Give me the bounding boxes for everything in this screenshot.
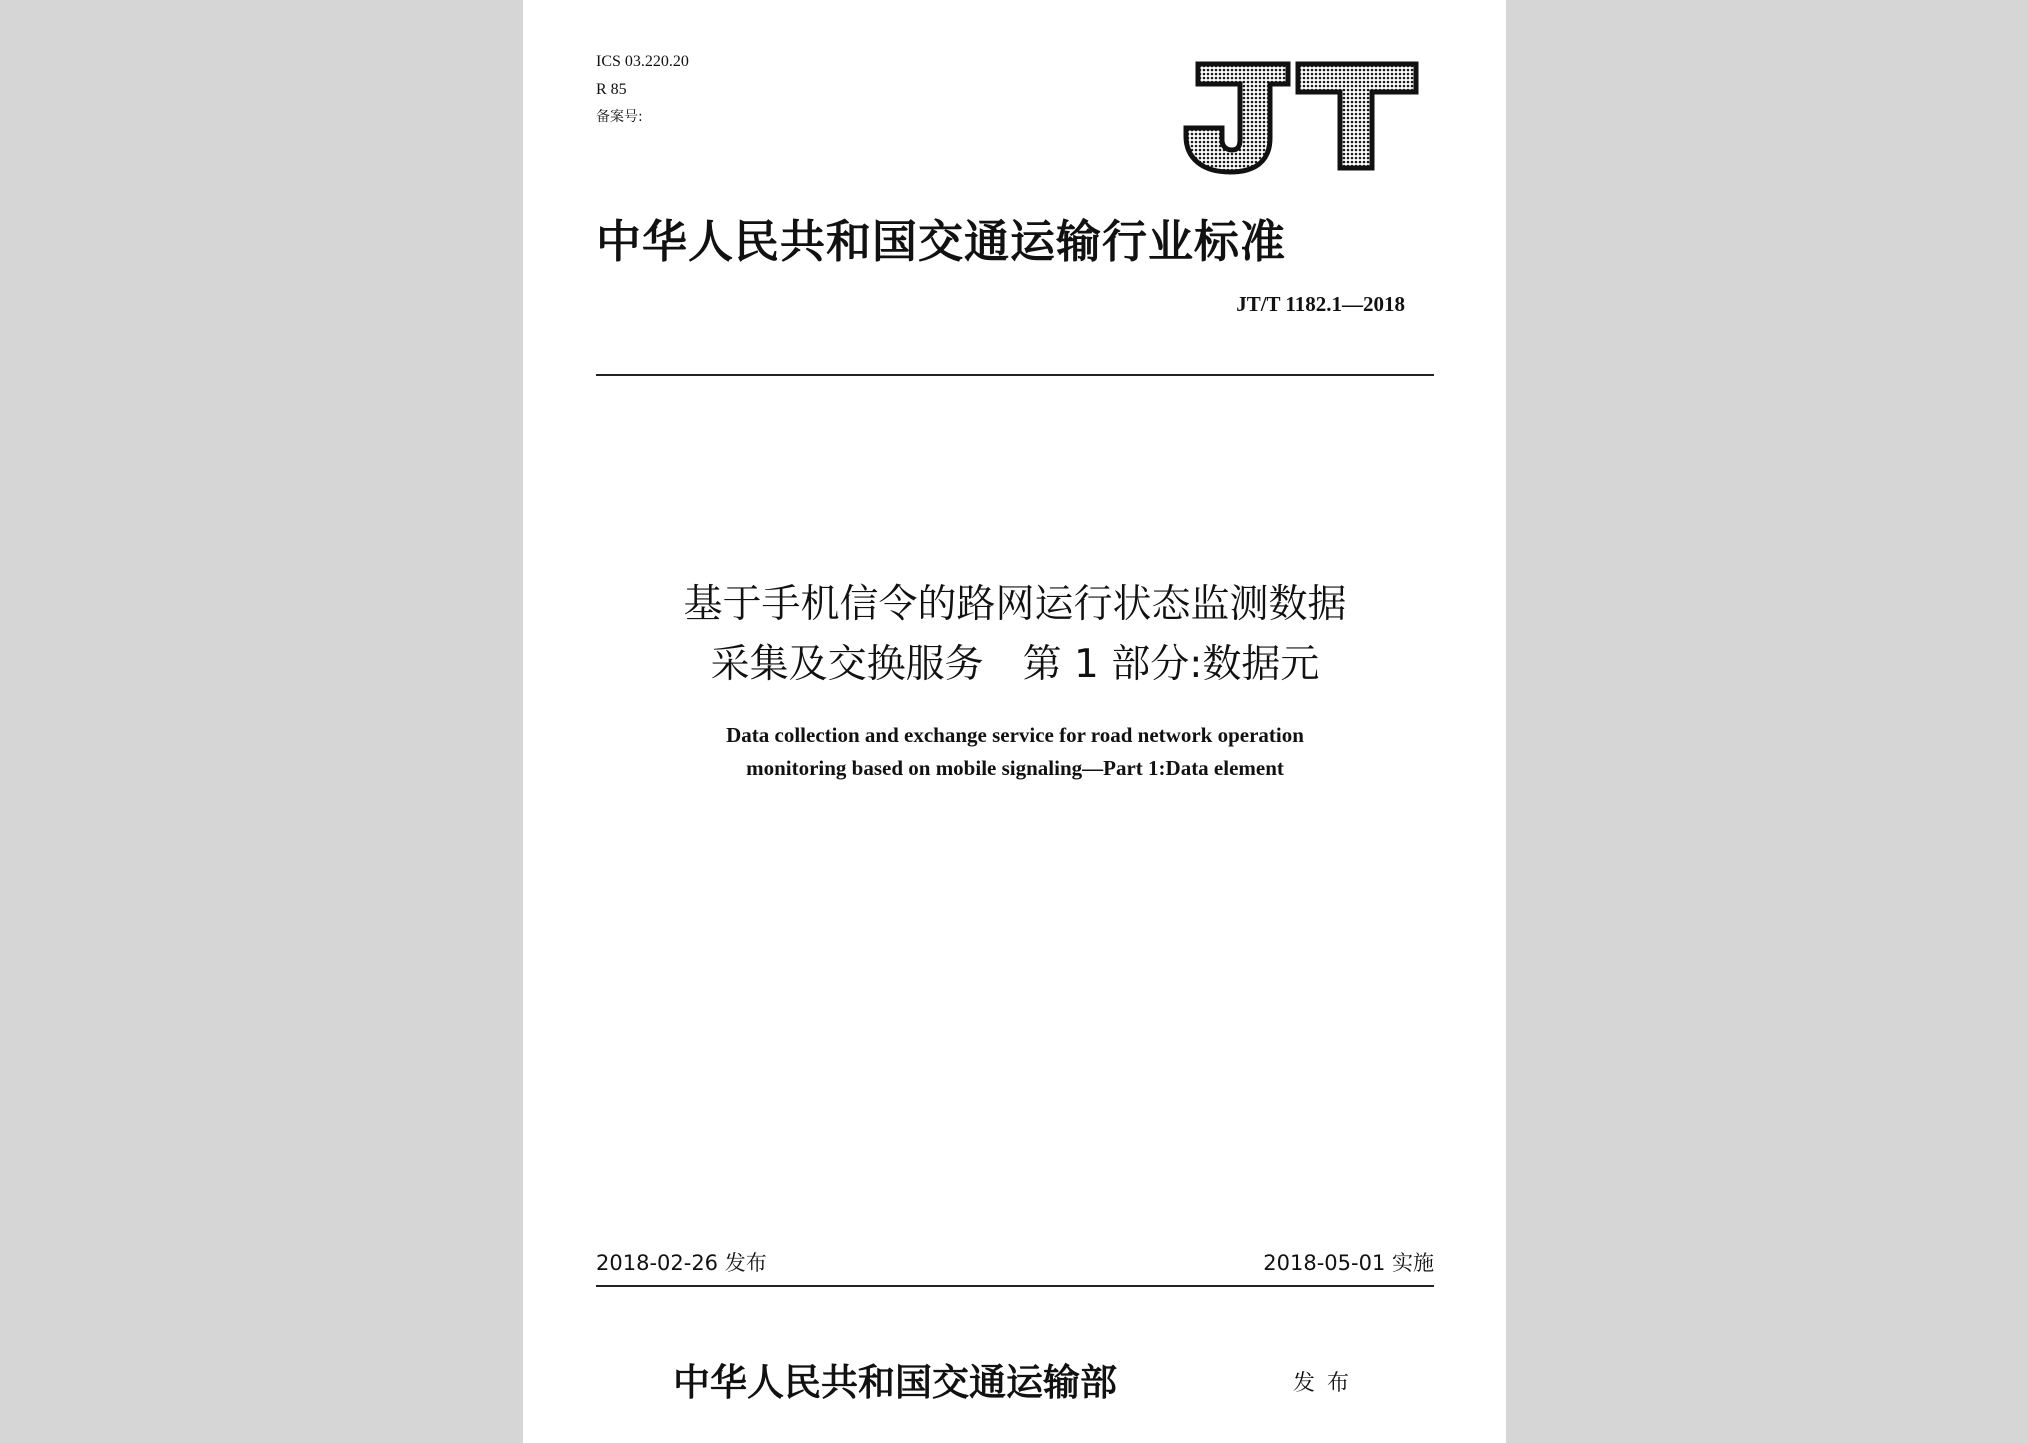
title-cn-line2: 采集及交换服务 第 1 部分:数据元 bbox=[710, 642, 1320, 687]
jt-logo bbox=[1178, 56, 1423, 176]
industry-standard-title: 中华人民共和国交通运输行业标准 bbox=[596, 215, 1287, 268]
ics-code: ICS 03.220.20 bbox=[596, 53, 689, 70]
document-page bbox=[523, 0, 1506, 1443]
publish-label: 发布 bbox=[1293, 1371, 1362, 1396]
classification-code: R 85 bbox=[596, 81, 627, 98]
footer-divider bbox=[596, 1285, 1434, 1287]
publisher-name: 中华人民共和国交通运输部 bbox=[673, 1361, 1117, 1404]
implementation-date: 2018-05-01 实施 bbox=[1263, 1251, 1434, 1275]
title-en-line2: monitoring based on mobile signaling—Part 1:Data element bbox=[746, 756, 1284, 780]
title-cn-line1: 基于手机信令的路网运行状态监测数据 bbox=[683, 582, 1347, 627]
standard-number: JT/T 1182.1—2018 bbox=[1236, 292, 1405, 316]
header-divider bbox=[596, 374, 1434, 376]
title-en-line1: Data collection and exchange service for road network operation bbox=[726, 723, 1304, 747]
issue-date: 2018-02-26 发布 bbox=[596, 1251, 767, 1275]
filing-number-label: 备案号: bbox=[596, 109, 643, 125]
